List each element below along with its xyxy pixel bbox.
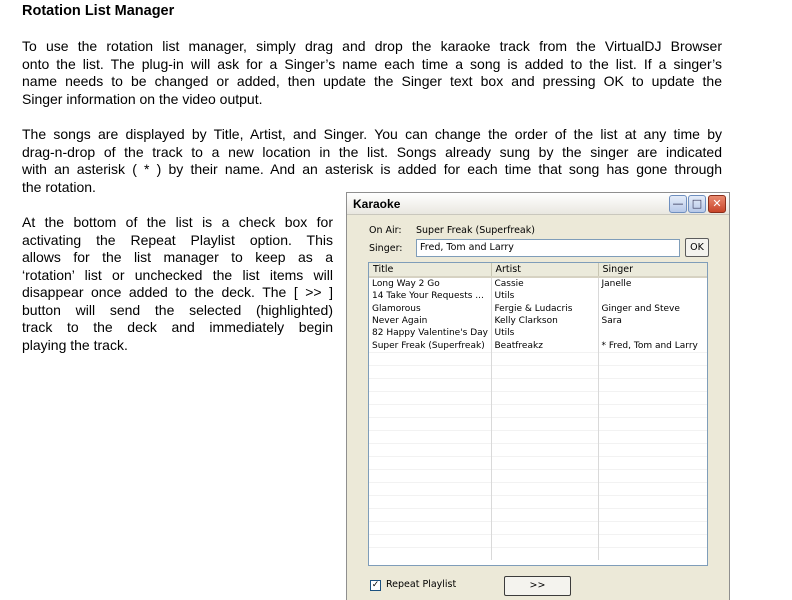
paragraph-line: disappear once added to the deck. The [ >> ] bbox=[22, 284, 333, 300]
empty-cell bbox=[598, 378, 708, 391]
empty-cell bbox=[369, 534, 491, 547]
empty-cell bbox=[369, 352, 491, 365]
minimize-button[interactable]: — bbox=[669, 195, 687, 213]
ok-button[interactable]: OK bbox=[685, 238, 709, 257]
empty-cell bbox=[598, 404, 708, 417]
on-air-label: On Air: bbox=[369, 225, 402, 236]
empty-cell bbox=[491, 508, 598, 521]
empty-row bbox=[369, 365, 708, 378]
paragraph-line: name needs to be changed or added, then update the Singer text box and pressing OK to update the bbox=[22, 73, 722, 89]
paragraph-line: ‘rotation’ list or unchecked the list items will bbox=[22, 266, 333, 283]
empty-row bbox=[369, 469, 708, 482]
empty-row bbox=[369, 508, 708, 521]
empty-cell bbox=[491, 391, 598, 404]
cell-artist: Utils bbox=[491, 327, 598, 339]
empty-cell bbox=[491, 495, 598, 508]
table-row[interactable] bbox=[369, 277, 708, 290]
paragraph-line: onto the list. The plug-in will ask for a Singer’s name each time a song is added to the list. If a singer’s bbox=[22, 55, 722, 72]
paragraph-line: drag-n-drop of the track to a new location in the list. Songs already sung by the singer are indicated bbox=[22, 143, 722, 160]
empty-cell bbox=[369, 404, 491, 417]
paragraph-line: activating the Repeat Playlist option. This bbox=[22, 231, 333, 248]
singer-label: Singer: bbox=[369, 243, 403, 254]
cell-title: 14 Take Your Requests ... bbox=[369, 290, 491, 302]
empty-cell bbox=[491, 352, 598, 365]
empty-cell bbox=[491, 443, 598, 456]
empty-cell bbox=[491, 547, 598, 560]
empty-cell bbox=[369, 547, 491, 560]
paragraph-display bbox=[22, 126, 722, 196]
empty-cell bbox=[369, 378, 491, 391]
empty-cell bbox=[598, 443, 708, 456]
empty-cell bbox=[598, 469, 708, 482]
empty-cell bbox=[598, 534, 708, 547]
cell-singer: Ginger and Steve bbox=[598, 302, 708, 314]
cell-artist: Utils bbox=[491, 290, 598, 302]
window-titlebar[interactable] bbox=[347, 193, 729, 215]
empty-row bbox=[369, 482, 708, 495]
empty-cell bbox=[598, 456, 708, 469]
maximize-button[interactable]: □ bbox=[688, 195, 706, 213]
repeat-playlist-label[interactable]: Repeat Playlist bbox=[386, 579, 457, 590]
empty-cell bbox=[598, 352, 708, 365]
empty-cell bbox=[598, 495, 708, 508]
cell-singer bbox=[598, 327, 708, 339]
empty-cell bbox=[598, 365, 708, 378]
empty-cell bbox=[369, 430, 491, 443]
empty-row bbox=[369, 456, 708, 469]
empty-cell bbox=[369, 508, 491, 521]
send-to-deck-button[interactable]: >> bbox=[504, 576, 571, 596]
empty-cell bbox=[598, 482, 708, 495]
empty-cell bbox=[369, 495, 491, 508]
singer-input[interactable]: Fred, Tom and Larry bbox=[416, 239, 680, 257]
on-air-value: Super Freak (Superfreak) bbox=[416, 225, 535, 236]
empty-cell bbox=[598, 521, 708, 534]
empty-cell bbox=[598, 547, 708, 560]
paragraph-line: playing the track. bbox=[22, 336, 128, 353]
empty-cell bbox=[491, 521, 598, 534]
empty-cell bbox=[369, 443, 491, 456]
close-button[interactable]: ✕ bbox=[708, 195, 726, 213]
empty-cell bbox=[598, 430, 708, 443]
empty-cell bbox=[491, 469, 598, 482]
empty-cell bbox=[369, 391, 491, 404]
empty-cell bbox=[598, 417, 708, 430]
empty-row bbox=[369, 547, 708, 560]
empty-row bbox=[369, 534, 708, 547]
cell-artist: Beatfreakz bbox=[491, 340, 598, 353]
empty-cell bbox=[491, 430, 598, 443]
karaoke-window bbox=[346, 192, 730, 600]
paragraph-line: the rotation. bbox=[22, 178, 96, 195]
empty-cell bbox=[369, 469, 491, 482]
paragraph-line: The songs are displayed by Title, Artist, and Singer. You can change the order of the list at any time by bbox=[22, 126, 722, 142]
cell-title: Super Freak (Superfreak) bbox=[369, 340, 491, 353]
empty-cell bbox=[491, 417, 598, 430]
table-row[interactable] bbox=[369, 302, 708, 314]
empty-row bbox=[369, 430, 708, 443]
empty-row bbox=[369, 443, 708, 456]
empty-row bbox=[369, 417, 708, 430]
column-header-artist[interactable]: Artist bbox=[491, 263, 598, 277]
empty-cell bbox=[369, 365, 491, 378]
paragraph-line: At the bottom of the list is a check box for bbox=[22, 214, 333, 230]
empty-cell bbox=[598, 391, 708, 404]
cell-title: Never Again bbox=[369, 315, 491, 327]
paragraph-line: Singer information on the video output. bbox=[22, 90, 263, 107]
paragraph-repeat bbox=[22, 214, 333, 354]
table-row[interactable] bbox=[369, 340, 708, 353]
empty-row bbox=[369, 391, 708, 404]
paragraph-line: with an asterisk ( * ) by their name. And an asterisk is added for each time that song has gone through bbox=[22, 161, 722, 177]
empty-row bbox=[369, 495, 708, 508]
empty-row bbox=[369, 378, 708, 391]
cell-artist: Fergie & Ludacris bbox=[491, 302, 598, 314]
empty-cell bbox=[369, 417, 491, 430]
cell-singer: * Fred, Tom and Larry bbox=[598, 340, 708, 353]
empty-cell bbox=[491, 365, 598, 378]
empty-cell bbox=[491, 456, 598, 469]
repeat-playlist-checkbox[interactable] bbox=[370, 580, 381, 591]
empty-cell bbox=[598, 508, 708, 521]
cell-artist: Kelly Clarkson bbox=[491, 315, 598, 327]
checkmark-icon: ✓ bbox=[371, 580, 380, 590]
rotation-list[interactable] bbox=[368, 262, 708, 566]
window-title: Karaoke bbox=[353, 197, 401, 211]
paragraph-line: allows for the list manager to keep as a bbox=[22, 249, 333, 265]
paragraph-line: button will send the selected (highlighted) bbox=[22, 301, 333, 318]
empty-cell bbox=[491, 404, 598, 417]
paragraph-intro bbox=[22, 38, 722, 108]
empty-cell bbox=[491, 534, 598, 547]
cell-title: 82 Happy Valentine's Day bbox=[369, 327, 491, 339]
table-row[interactable] bbox=[369, 327, 708, 339]
empty-cell bbox=[491, 378, 598, 391]
empty-row bbox=[369, 352, 708, 365]
empty-cell bbox=[369, 521, 491, 534]
column-header-title[interactable]: Title bbox=[369, 263, 491, 277]
cell-title: Long Way 2 Go bbox=[369, 277, 491, 290]
empty-cell bbox=[491, 482, 598, 495]
empty-cell bbox=[369, 482, 491, 495]
table-row[interactable] bbox=[369, 290, 708, 302]
cell-artist: Cassie bbox=[491, 277, 598, 290]
cell-singer bbox=[598, 290, 708, 302]
cell-singer: Sara bbox=[598, 315, 708, 327]
cell-singer: Janelle bbox=[598, 277, 708, 290]
empty-row bbox=[369, 404, 708, 417]
column-header-singer[interactable]: Singer bbox=[598, 263, 708, 277]
page-heading: Rotation List Manager bbox=[22, 3, 175, 19]
table-row[interactable] bbox=[369, 315, 708, 327]
empty-cell bbox=[369, 456, 491, 469]
empty-row bbox=[369, 521, 708, 534]
paragraph-line: To use the rotation list manager, simply drag and drop the karaoke track from the VirtualDJ Browser bbox=[22, 38, 722, 54]
paragraph-line: track to the deck and immediately begin bbox=[22, 319, 333, 335]
cell-title: Glamorous bbox=[369, 302, 491, 314]
